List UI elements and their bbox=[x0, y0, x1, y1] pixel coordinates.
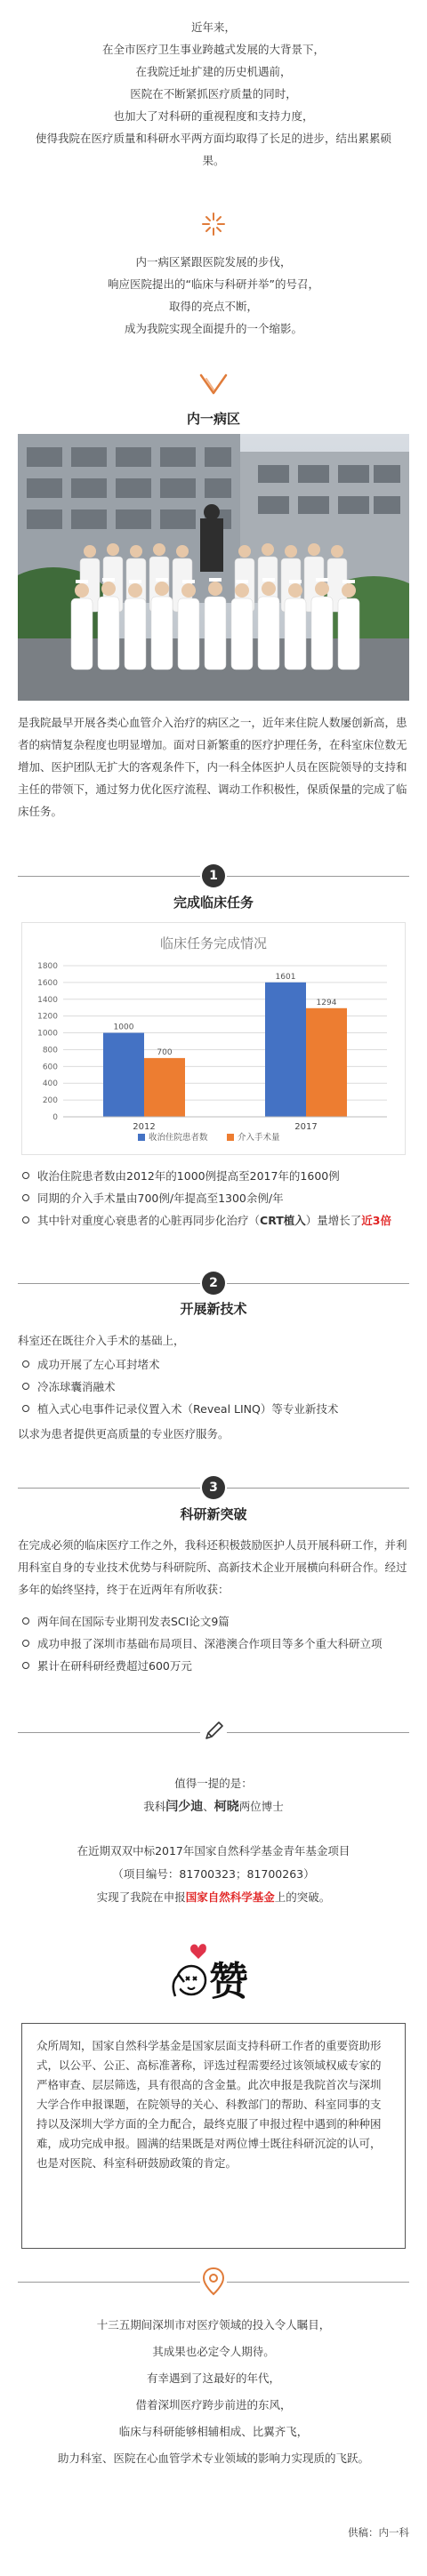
y-tick-label: 400 bbox=[42, 1079, 58, 1089]
arrow-down-icon bbox=[196, 372, 231, 405]
quote-text: 众所周知，国家自然科学基金是国家层面支持科研工作者的重要资助形式，以公平、公正、高标准著称，评选过程需要经过该领域权威专家的严格审查、层层筛选，具有很高的含金量。此次申报是我院首次与深圳大学合作申报课题，在院领导的关心、科教部门的帮助、科室同事的支持以及深圳大学方面的全力配合，最终克服了申报过程中遇到的种种困难，成功完成申报。圆满的结果既是对两位博士既往科研沉淀的认可，也是对医院、科室科研鼓励政策的肯定。 bbox=[36, 2039, 382, 2170]
highlight-text: 上的突破。 bbox=[274, 1890, 331, 1904]
outro-line: 其成果也必定令人期待。 bbox=[152, 2345, 275, 2358]
y-tick-label: 200 bbox=[42, 1096, 58, 1106]
ward-description bbox=[18, 711, 409, 823]
section2-outro-text: 以求为患者提供更高质量的专业医疗服务。 bbox=[18, 1427, 230, 1440]
credit: 供稿：内一科 bbox=[348, 2526, 409, 2539]
list-item-text: 植入式心电事件记录仪置入术（Reveal LINQ）等专业新技术 bbox=[37, 1402, 339, 1416]
legend-swatch bbox=[138, 1134, 145, 1141]
list-item-text: 累计在研科研经费超过600万元 bbox=[37, 1659, 192, 1673]
y-tick-label: 1200 bbox=[37, 1012, 58, 1022]
bar-data-label: 1000 bbox=[113, 1023, 134, 1032]
section-intro-line: 成为我院实现全面提升的一个缩影。 bbox=[124, 322, 302, 335]
outro-line: 助力科室、医院在心血管学术专业领域的影响力实现质的飞跃。 bbox=[57, 2452, 369, 2465]
sticker-text: 赞 bbox=[209, 1959, 248, 2004]
list-item-text: ）量增长了 bbox=[305, 1214, 362, 1227]
list-item-text: 其中针对重度心衰患者的心脏再同步化治疗（ bbox=[37, 1214, 261, 1227]
divider bbox=[18, 1283, 200, 1284]
outro-line: 借着深圳医疗跨步前进的东风， bbox=[135, 2398, 292, 2411]
highlight-text: 实现了我院在申报 bbox=[96, 1890, 186, 1904]
new-tech-list bbox=[18, 1353, 409, 1420]
list-item bbox=[18, 1398, 409, 1420]
section-intro-line: 响应医院提出的“临床与科研并举”的号召， bbox=[108, 277, 319, 291]
section2-outro bbox=[18, 1423, 409, 1445]
section-number-badge: 1 bbox=[202, 864, 225, 887]
intro-line: 在我院迁址扩建的历史机遇前， bbox=[135, 65, 292, 78]
y-tick-label: 0 bbox=[52, 1113, 58, 1122]
pen-icon bbox=[200, 1718, 227, 1747]
list-item-text: 冷冻球囊消融术 bbox=[37, 1380, 116, 1393]
clinical-task-chart bbox=[21, 922, 406, 1155]
intro-block bbox=[0, 16, 427, 172]
thumbs-up-sticker bbox=[165, 1925, 262, 2017]
list-item-text: 成功开展了左心耳封堵术 bbox=[37, 1358, 160, 1371]
section3-intro bbox=[18, 1534, 409, 1601]
list-item bbox=[18, 1165, 409, 1187]
sparkle-icon bbox=[201, 212, 226, 239]
divider bbox=[18, 1488, 200, 1489]
list-item bbox=[18, 1633, 409, 1655]
section-intro-line: 内一病区紧跟医院发展的步伐， bbox=[135, 255, 292, 269]
list-item-text: 两年间在国际专业期刊发表SCI论文9篇 bbox=[37, 1615, 230, 1628]
section-number-badge: 2 bbox=[202, 1272, 225, 1295]
outro-block bbox=[0, 2312, 427, 2472]
clinical-stats-list bbox=[18, 1165, 409, 1232]
location-pin-icon bbox=[200, 2266, 227, 2300]
list-item-text: 同期的介入手术量由700例/年提高至1300余例/年 bbox=[37, 1192, 284, 1205]
chart-bar bbox=[144, 1058, 185, 1117]
section2-intro-text: 科室还在既往介入手术的基础上， bbox=[18, 1334, 185, 1347]
section-title: 完成临床任务 bbox=[173, 895, 254, 911]
outro-line: 十三五期间深圳市对医疗领域的投入令人瞩目， bbox=[96, 2318, 331, 2331]
intro-line: 在全市医疗卫生事业跨越式发展的大背景下， bbox=[101, 43, 325, 56]
list-item bbox=[18, 1187, 409, 1209]
chart-bar bbox=[306, 1008, 347, 1117]
legend-swatch bbox=[227, 1134, 234, 1141]
divider bbox=[227, 1732, 409, 1733]
highlight-line bbox=[0, 1886, 427, 1909]
list-item bbox=[18, 1610, 409, 1633]
team-photo bbox=[18, 434, 409, 701]
list-item bbox=[18, 1655, 409, 1677]
chart-canvas bbox=[22, 923, 405, 1154]
divider bbox=[18, 1732, 200, 1733]
section3-intro-text: 在完成必须的临床医疗工作之外，我科还积极鼓励医护人员开展科研工作，并利用科室自身的专业技术优势与科研院所、高新技术企业开展横向科研合作。经过多年的始终坚持，终于在近两年有所收获： bbox=[18, 1538, 407, 1596]
intro-line: 使得我院在医疗质量和科研水平两方面均取得了长足的进步，结出累累硕果。 bbox=[35, 132, 391, 167]
section2-intro bbox=[18, 1329, 409, 1352]
y-tick-label: 600 bbox=[42, 1063, 58, 1072]
list-item bbox=[18, 1376, 409, 1398]
list-item-text: 收治住院患者数由2012年的1000例提高至2017年的1600例 bbox=[37, 1169, 340, 1183]
outro-line: 有幸遇到了这最好的年代， bbox=[146, 2371, 280, 2385]
bar-data-label: 1294 bbox=[316, 998, 337, 1007]
intro-line: 医院在不断紧抓医疗质量的同时， bbox=[130, 87, 297, 100]
intro-line: 近年来， bbox=[190, 20, 236, 34]
y-tick-label: 1600 bbox=[37, 978, 58, 988]
ward-description-text: 是我院最早开展各类心血管介入治疗的病区之一，近年来住院人数屡创新高，患者的病情复杂程度也明显增加。面对日新繁重的医疗护理任务，在科室床位数无增加、医护团队无扩大的客观条件下，内一科全体医护人员在医院领导的支持和主任的带领下，通过努力优化医疗流程、调动工作积极性，保质保量的完成了临床任务。 bbox=[18, 716, 407, 818]
highlight-block bbox=[0, 1772, 427, 1909]
ward-title: 内一病区 bbox=[186, 411, 240, 427]
legend-label: 收治住院患者数 bbox=[149, 1133, 208, 1143]
x-tick-label: 2012 bbox=[133, 1122, 156, 1132]
divider bbox=[227, 876, 409, 877]
section-title: 开展新技术 bbox=[180, 1301, 247, 1317]
chart-title: 临床任务完成情况 bbox=[159, 935, 268, 951]
y-tick-label: 1400 bbox=[37, 995, 58, 1005]
x-tick-label: 2017 bbox=[294, 1122, 318, 1132]
list-item bbox=[18, 1353, 409, 1376]
section-title: 科研新突破 bbox=[180, 1506, 247, 1522]
y-tick-label: 1000 bbox=[37, 1029, 58, 1039]
legend-label: 介入手术量 bbox=[238, 1133, 280, 1143]
divider bbox=[18, 2282, 200, 2283]
highlight-line: （项目编号：81700323；81700263） bbox=[112, 1867, 315, 1881]
section-intro-line: 取得的亮点不断， bbox=[168, 300, 258, 313]
section-intro-block bbox=[0, 251, 427, 340]
doctor-name: 闫少迪 bbox=[165, 1800, 204, 1814]
highlight-line: 在近期双双中标2017年国家自然科学基金青年基金项目 bbox=[77, 1844, 350, 1858]
highlight-red: 国家自然科学基金 bbox=[185, 1890, 275, 1904]
bar-data-label: 700 bbox=[157, 1047, 173, 1057]
doctor-name: 柯晓 bbox=[214, 1800, 239, 1814]
outro-line: 临床与科研能够相辅相成、比翼齐飞， bbox=[118, 2425, 309, 2438]
y-tick-label: 1800 bbox=[37, 962, 58, 971]
highlight-line bbox=[0, 1795, 427, 1818]
divider bbox=[18, 876, 200, 877]
bold-term: CRT植入 bbox=[260, 1214, 306, 1227]
divider bbox=[227, 1283, 409, 1284]
chart-bar bbox=[265, 983, 306, 1117]
highlight-text: 两位博士 bbox=[238, 1800, 284, 1813]
highlight-line: 值得一提的是： bbox=[174, 1777, 253, 1790]
highlight-text: 我科 bbox=[143, 1800, 166, 1813]
bar-data-label: 1601 bbox=[275, 972, 296, 982]
intro-line: 也加大了对科研的重视程度和支持力度， bbox=[113, 109, 314, 123]
highlight-red: 近3倍 bbox=[361, 1214, 391, 1227]
y-tick-label: 800 bbox=[42, 1046, 58, 1055]
divider bbox=[227, 1488, 409, 1489]
list-item bbox=[18, 1209, 409, 1232]
divider bbox=[227, 2282, 409, 2283]
research-list bbox=[18, 1610, 409, 1677]
highlight-text: 、 bbox=[203, 1800, 214, 1813]
chart-bar bbox=[103, 1033, 144, 1117]
quote-box bbox=[21, 2023, 406, 2249]
list-item-text: 成功申报了深圳市基础布局项目、深港澳合作项目等多个重大科研立项 bbox=[37, 1637, 383, 1650]
section-number-badge: 3 bbox=[202, 1476, 225, 1499]
